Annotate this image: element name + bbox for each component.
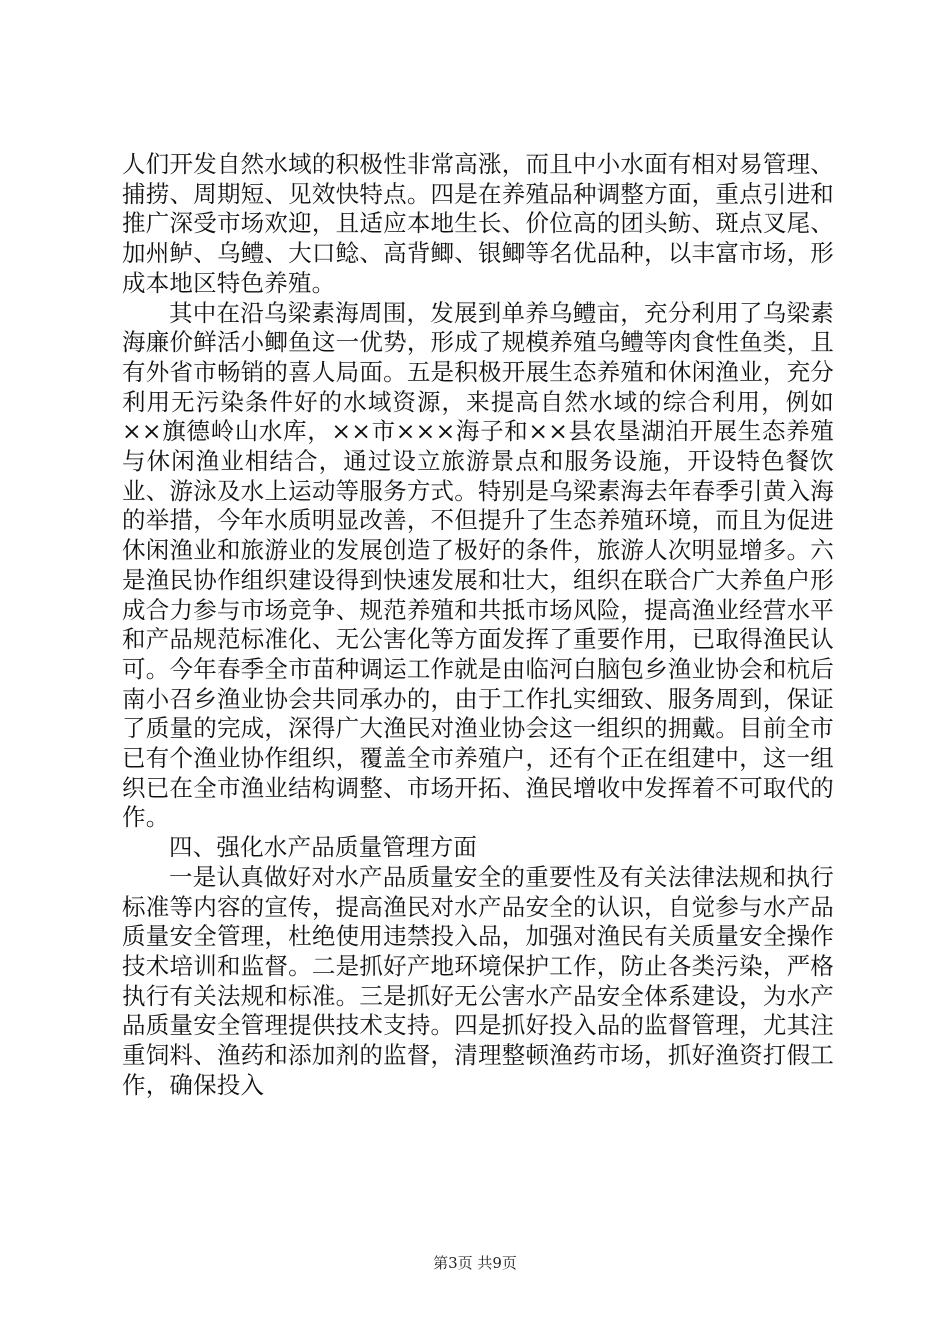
section-heading: 四、强化水产品质量管理方面 (169, 833, 478, 862)
paragraph-2: 其中在沿乌梁素海周围，发展到单养乌鳢亩，充分利用了乌梁素海廉价鲜活小鲫鱼这一优势，形成了规模养殖乌鳢等肉食性鱼类，且有外省市畅销的喜人局面。五是积极开展生态养殖和休闲渔业，充分利用无污染条件好的水域资源，来提高自然水域的综合利用，例如××旗德岭山水库，××市×××海子和××县农垦湖泊开展生态养殖与休闲渔业相结合，通过设立旅游景点和服务设施，开设特色餐饮业、游泳及水上运动等服务方式。特别是乌梁素海去年春季引黄入海的举措，今年水质明显改善，不但提升了生态养殖环境，而且为促进休闲渔业和旅游业的发展创造了极好的条件，旅游人次明显增多。六是渔民协作组织建设得到快速发展和壮大，组织在联合广大养鱼户形成合力参与市场竞争、规范养殖和共抵市场风险，提高渔业经营水平和产品规范标准化、无公害化等方面发挥了重要作用，已取得渔民认可。今年春季全市苗种调运工作就是由临河白脑包乡渔业协会和杭后南小召乡渔业协会共同承办的，由于工作扎实细致、服务周到，保证了质量的完成，深得广大渔民对渔业协会这一组织的拥戴。目前全市已有个渔业协作组织，覆盖全市养殖户，还有个正在组建中，这一组织已在全市渔业结构调整、市场开拓、渔民增收中发挥着不可取代的作。 (122, 298, 834, 832)
paragraph-3: 一是认真做好对水产品质量安全的重要性及有关法律法规和执行标准等内容的宣传，提高渔民对水产品安全的认识，自觉参与水产品质量安全管理，杜绝使用违禁投入品，加强对渔民有关质量安全操作技术培训和监督。二是抓好产地环境保护工作，防止各类污染，严格执行有关法规和标准。三是抓好无公害水产品安全体系建设，为水产品质量安全管理提供技术支持。四是抓好投入品的监督管理，尤其注重饲料、渔药和添加剂的监督，清理整顿渔药市场，抓好渔资打假工作，确保投入 (122, 862, 834, 1099)
page-number-footer: 第3页 共9页 (433, 1254, 517, 1272)
document-body (122, 150, 834, 1101)
paragraph-1: 人们开发自然水域的积极性非常高涨，而且中小水面有相对易管理、捕捞、周期短、见效快特点。四是在养殖品种调整方面，重点引进和推广深受市场欢迎，且适应本地生长、价位高的团头鲂、斑点叉尾、加州鲈、乌鳢、大口鲶、高背鲫、银鲫等名优品种，以丰富市场，形成本地区特色养殖。 (122, 150, 834, 297)
